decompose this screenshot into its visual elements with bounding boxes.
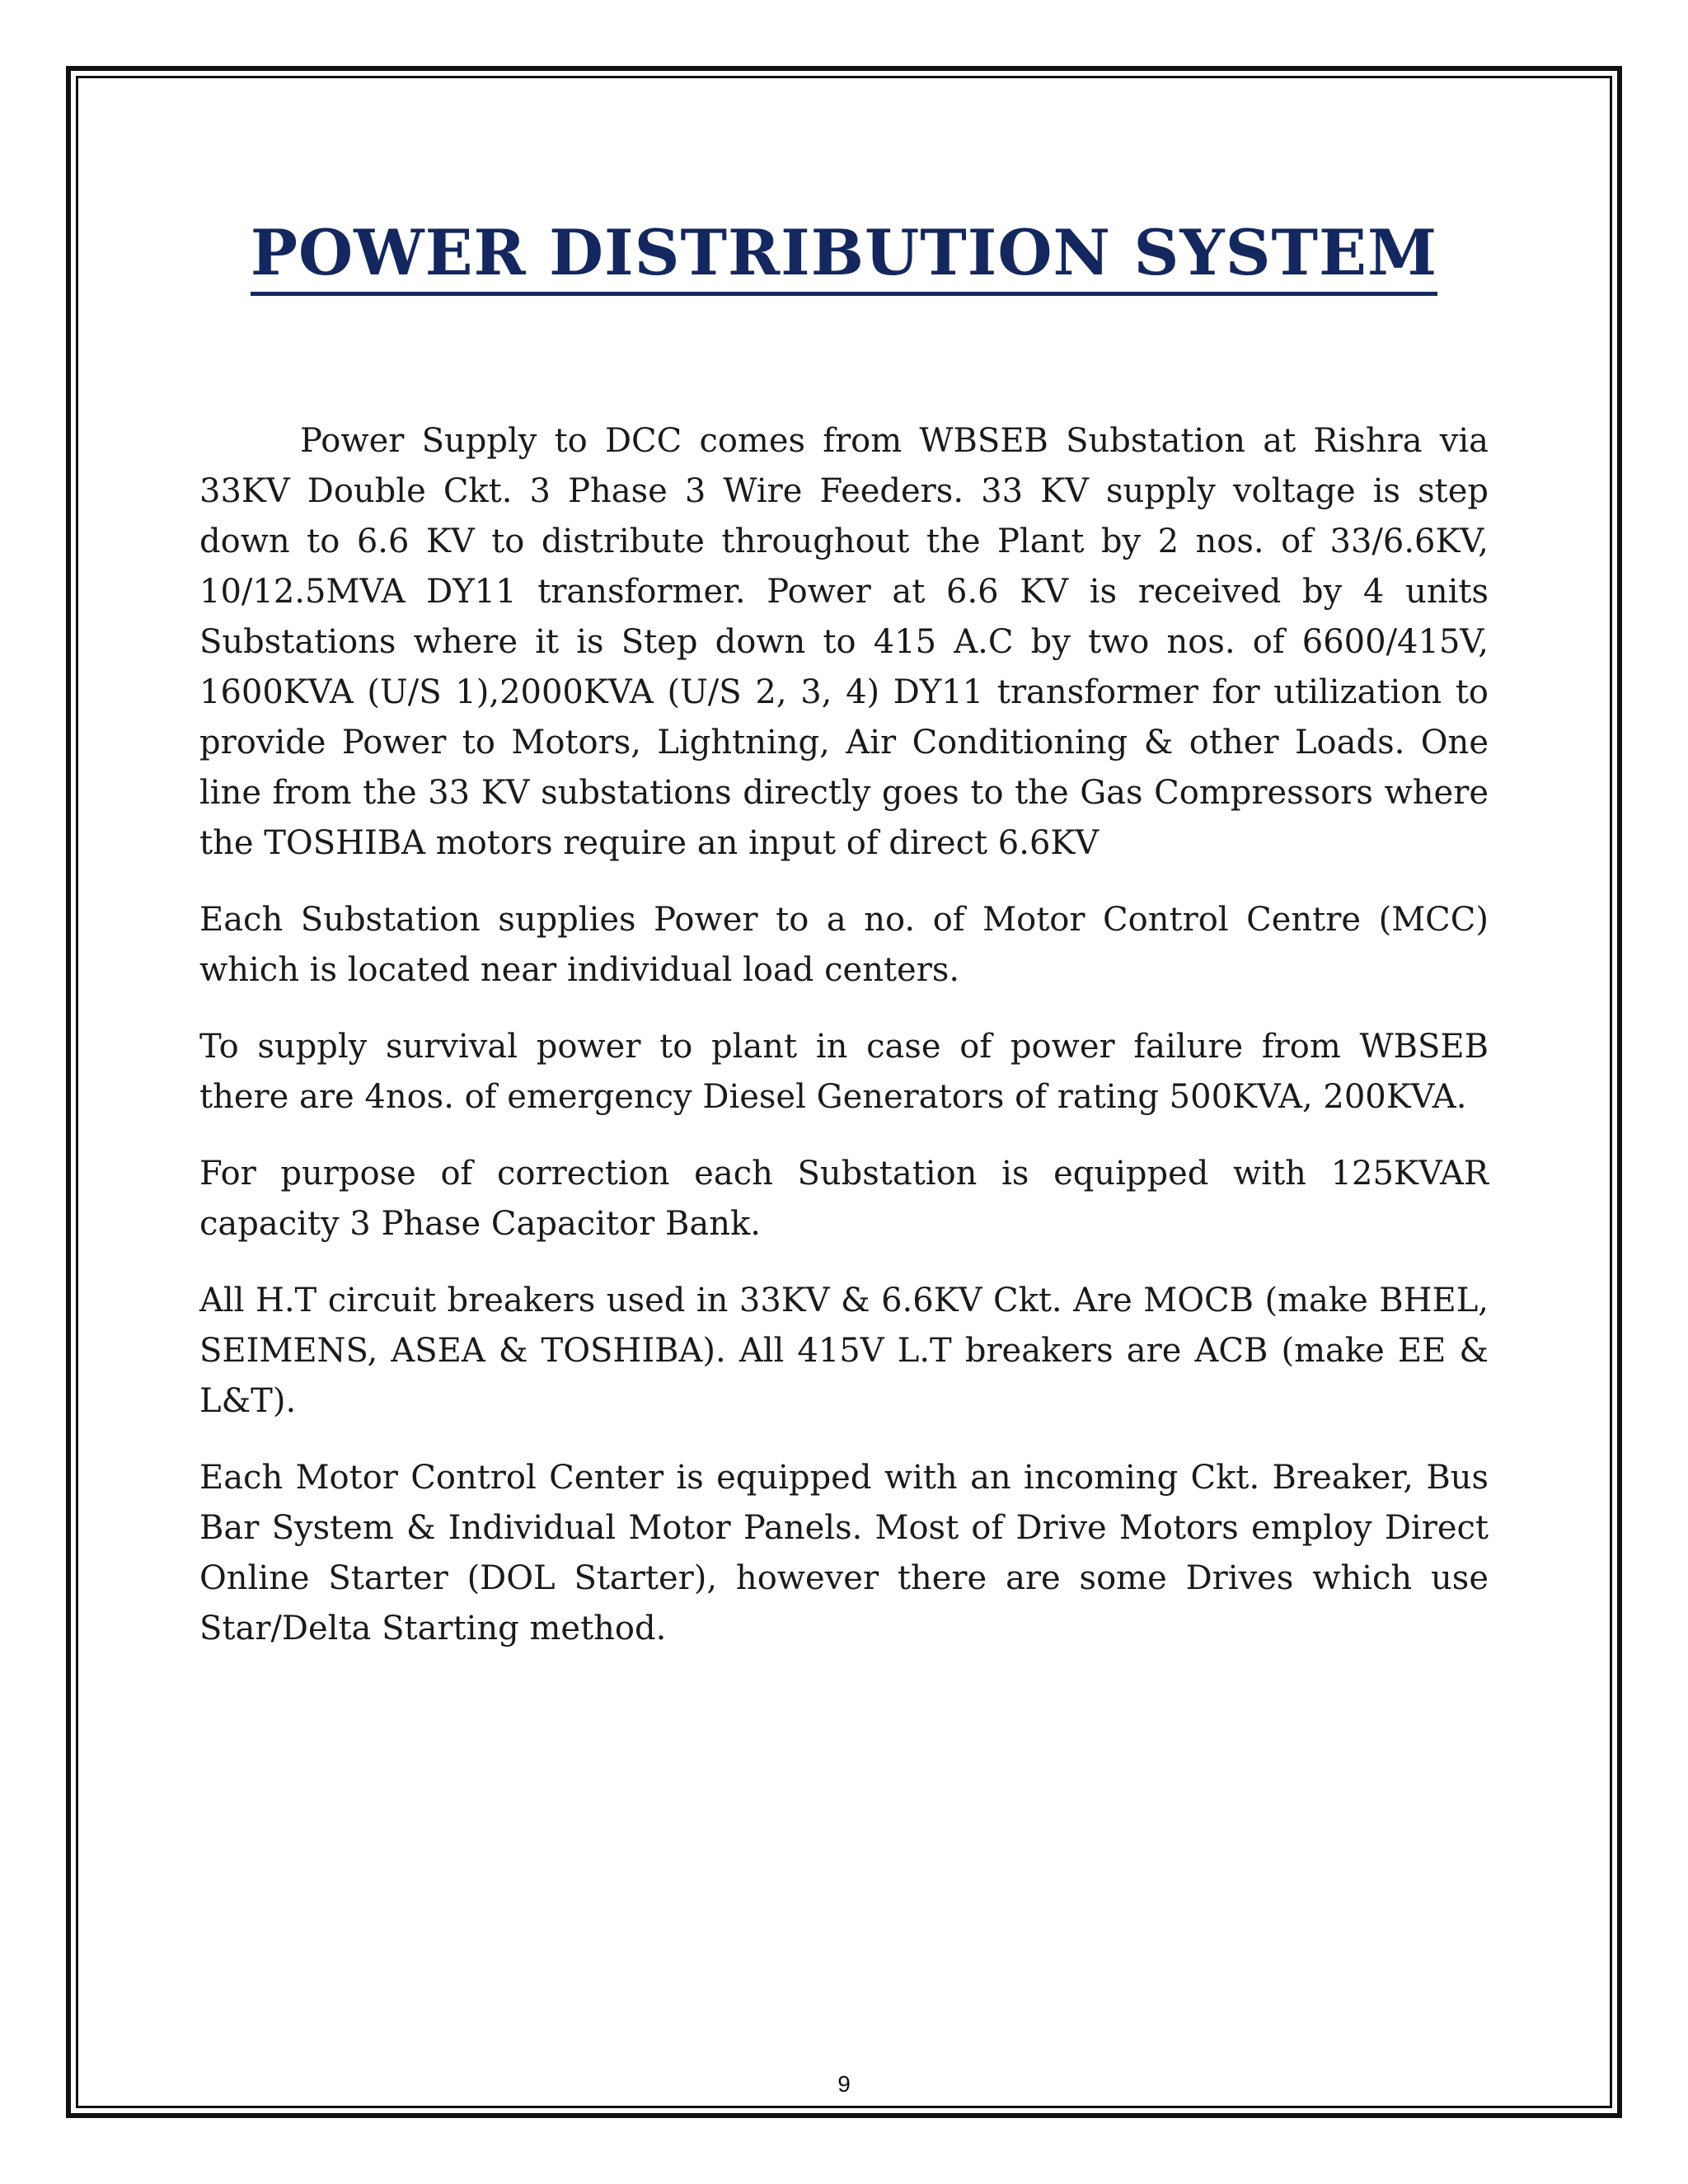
body-text	[199, 416, 1489, 1680]
page-number: 9	[837, 2071, 851, 2097]
paragraph-circuit-breakers: All H.T circuit breakers used in 33KV & 6.6KV Ckt. Are MOCB (make BHEL, SEIMENS, ASEA & TOSHIBA). All 415V L.T breakers are ACB (make EE & L&T).	[199, 1282, 1489, 1420]
paragraph-substation-mcc: Each Substation supplies Power to a no. of Motor Control Centre (MCC) which is located near individual load centers.	[199, 901, 1489, 989]
paragraph-motor-control-center: Each Motor Control Center is equipped with an incoming Ckt. Breaker, Bus Bar System & Individual Motor Panels. Most of Drive Motors employ Direct Online Starter (DOL Starter), however there are some Drives which use Star/Delta Starting method.	[199, 1459, 1489, 1647]
page-title	[0, 216, 1688, 296]
page-title-text: POWER DISTRIBUTION SYSTEM	[251, 216, 1437, 296]
paragraph-diesel-generators: To supply survival power to plant in case of power failure from WBSEB there are 4nos. of emergency Diesel Generators of rating 500KVA, 200KVA.	[199, 1028, 1489, 1116]
paragraph-power-supply: Power Supply to DCC comes from WBSEB Substation at Rishra via 33KV Double Ckt. 3 Phase 3 Wire Feeders. 33 KV supply voltage is step down to 6.6 KV to distribute throughout the Plant by 2 nos. of 33/6.6KV, 10/12.5MVA DY11 transformer. Power at 6.6 KV is received by 4 units Substations where it is Step down to 415 A.C by two nos. of 6600/415V, 1600KVA (U/S 1),2000KVA (U/S 2, 3, 4) DY11 transformer for utilization to provide Power to Motors, Lightning, Air Conditioning & other Loads. One line from the 33 KV substations directly goes to the Gas Compressors where the TOSHIBA motors require an input of direct 6.6KV	[199, 422, 1489, 862]
paragraph-capacitor-bank: For purpose of correction each Substation is equipped with 125KVAR capacity 3 Phase Capacitor Bank.	[199, 1155, 1489, 1243]
